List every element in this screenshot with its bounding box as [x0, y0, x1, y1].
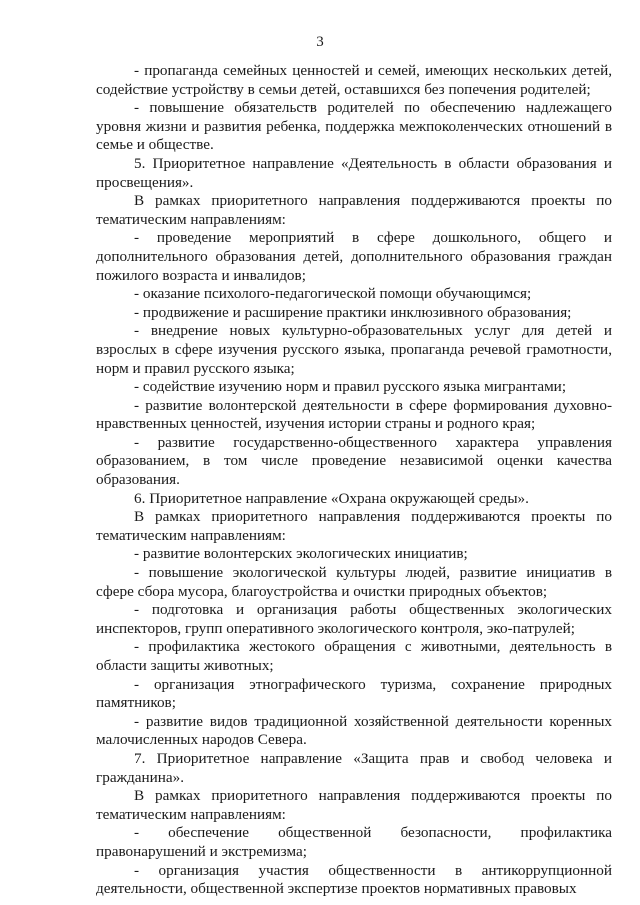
paragraph: - повышение обязательств родителей по обеспечению надлежащего уровня жизни и развития ребенка, поддержка межпоколенческих отношений в семье и обществе.: [96, 99, 612, 154]
list-item: - развитие видов традиционной хозяйственной деятельности коренных малочисленных народов Севера.: [96, 712, 612, 749]
page-number: 3: [316, 34, 324, 50]
paragraph: - пропаганда семейных ценностей и семей, имеющих нескольких детей, содействие устройству в семьи детей, оставшихся без попечения родителей;: [96, 62, 612, 98]
list-item: - организация участия общественности в антикоррупционной деятельности, общественной экспертизе проектов нормативных правовых: [96, 861, 612, 898]
section-heading: 5. Приоритетное направление «Деятельность в области образования и просвещения».: [96, 154, 612, 191]
list-item: - повышение экологической культуры людей, развитие инициатив в сфере сбора мусора, благоустройства и очистки природных объектов;: [96, 564, 612, 600]
list-item: - проведение мероприятий в сфере дошкольного, общего и дополнительного образования детей, дополнительного образования граждан пожилого возраста и инвалидов;: [96, 229, 612, 284]
document-body: [96, 62, 612, 899]
list-item: - развитие волонтерских экологических инициатив;: [134, 545, 468, 563]
section-heading: 6. Приоритетное направление «Охрана окружающей среды».: [134, 489, 529, 507]
paragraph: В рамках приоритетного направления поддерживаются проекты по тематическим направлениям:: [96, 192, 612, 228]
list-item: - обеспечение общественной безопасности, профилактика правонарушений и экстремизма;: [96, 824, 612, 860]
list-item: - развитие государственно-общественного характера управления образованием, в том числе проведение независимой оценки качества образования.: [96, 433, 612, 489]
section-heading: 7. Приоритетное направление «Защита прав и свобод человека и гражданина».: [96, 749, 612, 786]
list-item: - содействие изучению норм и правил русского языка мигрантами;: [134, 378, 567, 396]
list-item: - организация этнографического туризма, сохранение природных памятников;: [96, 675, 612, 712]
list-item: - подготовка и организация работы общественных экологических инспекторов, групп оперативного экологического контроля, эко-патрулей;: [96, 601, 612, 637]
list-item: - внедрение новых культурно-образовательных услуг для детей и взрослых в сфере изучения русского языка, пропаганда речевой грамотности, норм и правил русского языка;: [96, 322, 612, 377]
list-item: - продвижение и расширение практики инклюзивного образования;: [134, 303, 572, 321]
list-item: - профилактика жестокого обращения с животными, деятельность в области защиты животных;: [96, 638, 612, 674]
list-item: - оказание психолого-педагогической помощи обучающимся;: [134, 285, 532, 303]
paragraph: В рамках приоритетного направления поддерживаются проекты по тематическим направлениям:: [96, 508, 612, 544]
list-item: - развитие волонтерской деятельности в сфере формирования духовно-нравственных ценностей, изучения истории страны и родного края;: [96, 396, 612, 433]
paragraph: В рамках приоритетного направления поддерживаются проекты по тематическим направлениям:: [96, 787, 612, 823]
